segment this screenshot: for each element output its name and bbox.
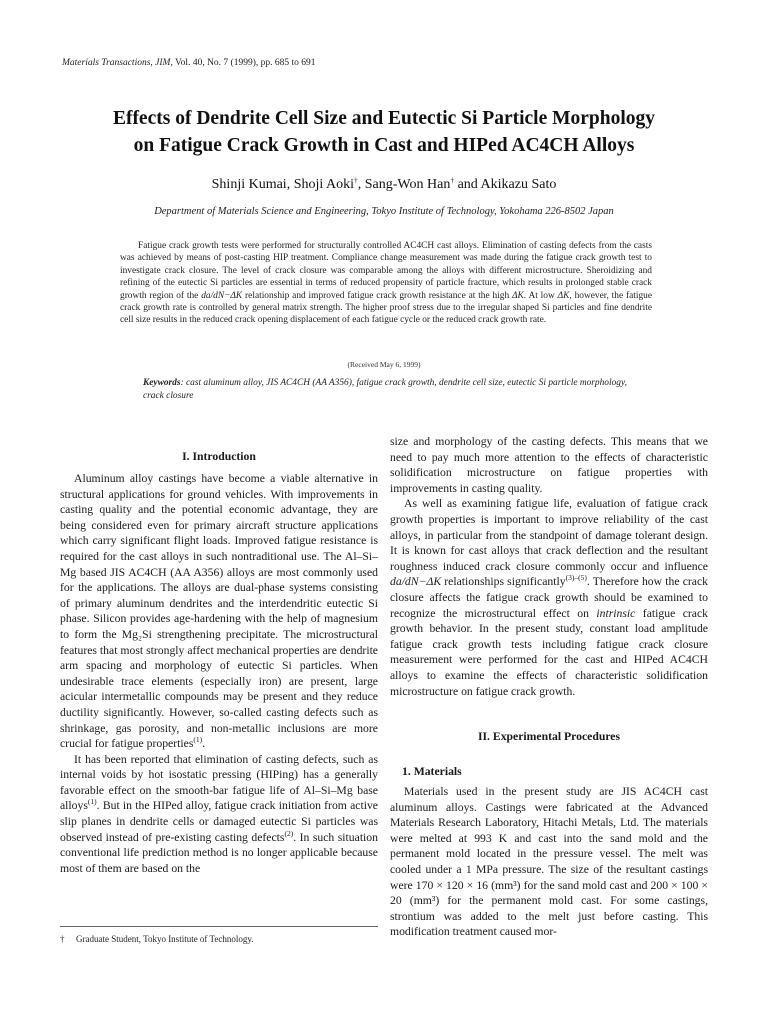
- citation-ref: (3)–(5): [565, 573, 587, 583]
- paragraph-text: fatigue crack growth behavior. In the present study, constant load amplitude fatigue crack growth tests including fatigue crack closure measurement were performed for the cast and HIPed AC4CH alloys to examine the effects of characteristic solidification microstructure on fatigue crack growth.: [390, 606, 708, 698]
- keywords-label: Keywords: [143, 378, 181, 388]
- abstract-text: Fatigue crack growth tests were performed for structurally controlled AC4CH cast alloys. Elimination of casting defects from the casts was achieved by means of post-casting HIP treatment. Compliance change measurement was made during the fatigue crack growth test to investigate crack closure. The level of crack closure was comparable among the alloys with different microstructure. Sheroidizing and refining of the eutectic Si particles are essential in terms of reduced propensity of particle fracture, which results in prolonged stable crack growth region of the: [120, 241, 652, 301]
- intro-paragraph-1: [60, 471, 378, 752]
- paper-title: [60, 105, 708, 159]
- keywords: [143, 377, 643, 402]
- author-list: [60, 177, 708, 193]
- paragraph-text: It has been reported that elimination of casting defects, such as internal voids by hot isostatic pressing (HIPing) has a generally favorable effect on the smooth-bar fatigue life of Al–Si–Mg base alloys: [60, 752, 378, 813]
- subsection-heading-materials: 1. Materials: [402, 765, 462, 778]
- title-line-1: Effects of Dendrite Cell Size and Eutectic Si Particle Morphology: [112, 108, 656, 129]
- journal-name: Materials Transactions, JIM,: [62, 58, 173, 68]
- left-column: [60, 471, 378, 876]
- paragraph-text: As well as examining fatigue life, evaluation of fatigue crack growth properties is important to improve reliability of the cast alloys, in particular from the standpoint of damage tolerant design. It is known for cast alloys that crack deflection and the resultant roughness induced crack closure commonly occur and influence: [390, 497, 708, 573]
- paragraph-text: .: [202, 737, 206, 751]
- citation-ref: (1): [193, 735, 203, 745]
- received-date: (Received May 6, 1999): [347, 360, 421, 369]
- right-column: [390, 434, 708, 699]
- abstract-text: . At low: [523, 290, 558, 301]
- math-dadn-dk: da/dN−ΔK: [201, 290, 243, 301]
- paragraph-text: . Therefore how the crack closure affects the fatigue crack growth should be examined to recognize the microstructural effect on: [390, 575, 708, 620]
- math-dk: ΔK: [512, 290, 524, 301]
- authors-part-1: Shinji Kumai, Shoji Aoki: [211, 177, 354, 192]
- paragraph-text: . But in the HIPed alloy, fatigue crack initiation from active slip planes in dendrite cells or damaged eutectic Si particles was observed instead of pre-existing casting defects: [60, 799, 378, 844]
- journal-citation: [62, 58, 316, 68]
- affiliation: Department of Materials Science and Engineering, Tokyo Institute of Technology, Yokohama 226-8502 Japan: [154, 206, 614, 217]
- abstract: [120, 240, 652, 327]
- paragraph-text: relationships significantly: [441, 575, 566, 589]
- section-heading-experimental: II. Experimental Procedures: [477, 730, 621, 743]
- materials-paragraph: Materials used in the present study are JIS AC4CH cast aluminum alloys. Castings were fabricated at the Advanced Materials Research Laboratory, Hitachi Metals, Ltd. The materials were melted at 993 K and cast into the sand mold and the permanent mold located in the pressure vessel. The melt was cooled under a 1 MPa pressure. The size of the resultant castings were 170 × 120 × 16 (mm³) for the sand mold cast and 200 × 100 × 20 (mm³) for the permanent mold cast. For some castings, strontium was added to the melt just before casting. This modification treatment caused mor-: [390, 785, 708, 939]
- materials-column: [390, 784, 708, 940]
- keywords-text: : cast aluminum alloy, JIS AC4CH (AA A356), fatigue crack growth, dendrite cell size, eutectic Si particle morphology, crack closure: [143, 378, 627, 401]
- section-heading-introduction: I. Introduction: [182, 450, 256, 463]
- title-line-2: on Fatigue Crack Growth in Cast and HIPed AC4CH Alloys: [133, 135, 635, 156]
- citation-ref: (1): [87, 797, 97, 807]
- footnote-mark: †: [60, 934, 65, 944]
- paragraph-text: . In such situation conventional life prediction method is no longer applicable because most of them are based on the: [60, 830, 378, 875]
- footnote-divider: [60, 926, 378, 927]
- volume-pages: Vol. 40, No. 7 (1999), pp. 685 to 691: [172, 58, 316, 68]
- authors-part-3: and Akikazu Sato: [454, 177, 557, 192]
- emphasis-intrinsic: intrinsic: [596, 606, 636, 620]
- math-dk: ΔK: [557, 290, 570, 301]
- continued-paragraph: size and morphology of the casting defects. This means that we need to pay much more attention to the effects of characteristic solidification microstructure on fatigue properties with improvements in casting quality.: [390, 435, 708, 495]
- footnote-text: Graduate Student, Tokyo Institute of Technology.: [76, 934, 254, 944]
- footnote: [60, 934, 254, 944]
- abstract-text: relationship and improved fatigue crack growth resistance at the high: [242, 290, 513, 301]
- authors-part-2: , Sang-Won Han: [357, 177, 451, 192]
- math-dadn-dk: da/dN−ΔK: [390, 575, 442, 589]
- author-footnote-mark: †: [354, 175, 358, 185]
- paragraph-text: Aluminum alloy castings have become a viable alternative in structural applications for ground vehicles. With improvements in casting quality and the potential economic advantage, they are being considered even for primary aircraft structure applications which carry significant flight loads. Improved fatigue resistance is required for the cast alloys in such nontraditional use. The Al–Si–Mg based JIS AC4CH (AA A356) alloys are most commonly used for the applications. The alloys are dual-phase systems consisting of primary aluminum dendrites and the interdendritic eutectic Si phase. Silicon provides age-hardening with the help of magnesium to form the Mg₂Si strengthening precipitate. The microstructural features that most strongly affect mechanical properties are dendrite arm spacing and morphology of eutectic Si particles. When undesirable trace elements (especially iron) are present, large acicular intermetallic compounds may be present and they reduce ductility significantly. However, so-called casting defects such as shrinkage, gas porosity, and non-metallic inclusions are more crucial for fatigue properties: [60, 472, 378, 751]
- abstract-text: , however, the fatigue crack growth rate is controlled by general matrix strength. The higher proof stress due to the irregular shaped Si particles and fine dendrite cell size results in the reduced crack opening displacement of each fatigue cycle or the reduced crack growth rate.: [120, 290, 652, 326]
- author-footnote-mark: †: [450, 175, 455, 185]
- citation-ref: (2): [284, 828, 294, 838]
- intro-paragraph-2: [60, 752, 378, 877]
- intro-paragraph-3: [390, 496, 708, 699]
